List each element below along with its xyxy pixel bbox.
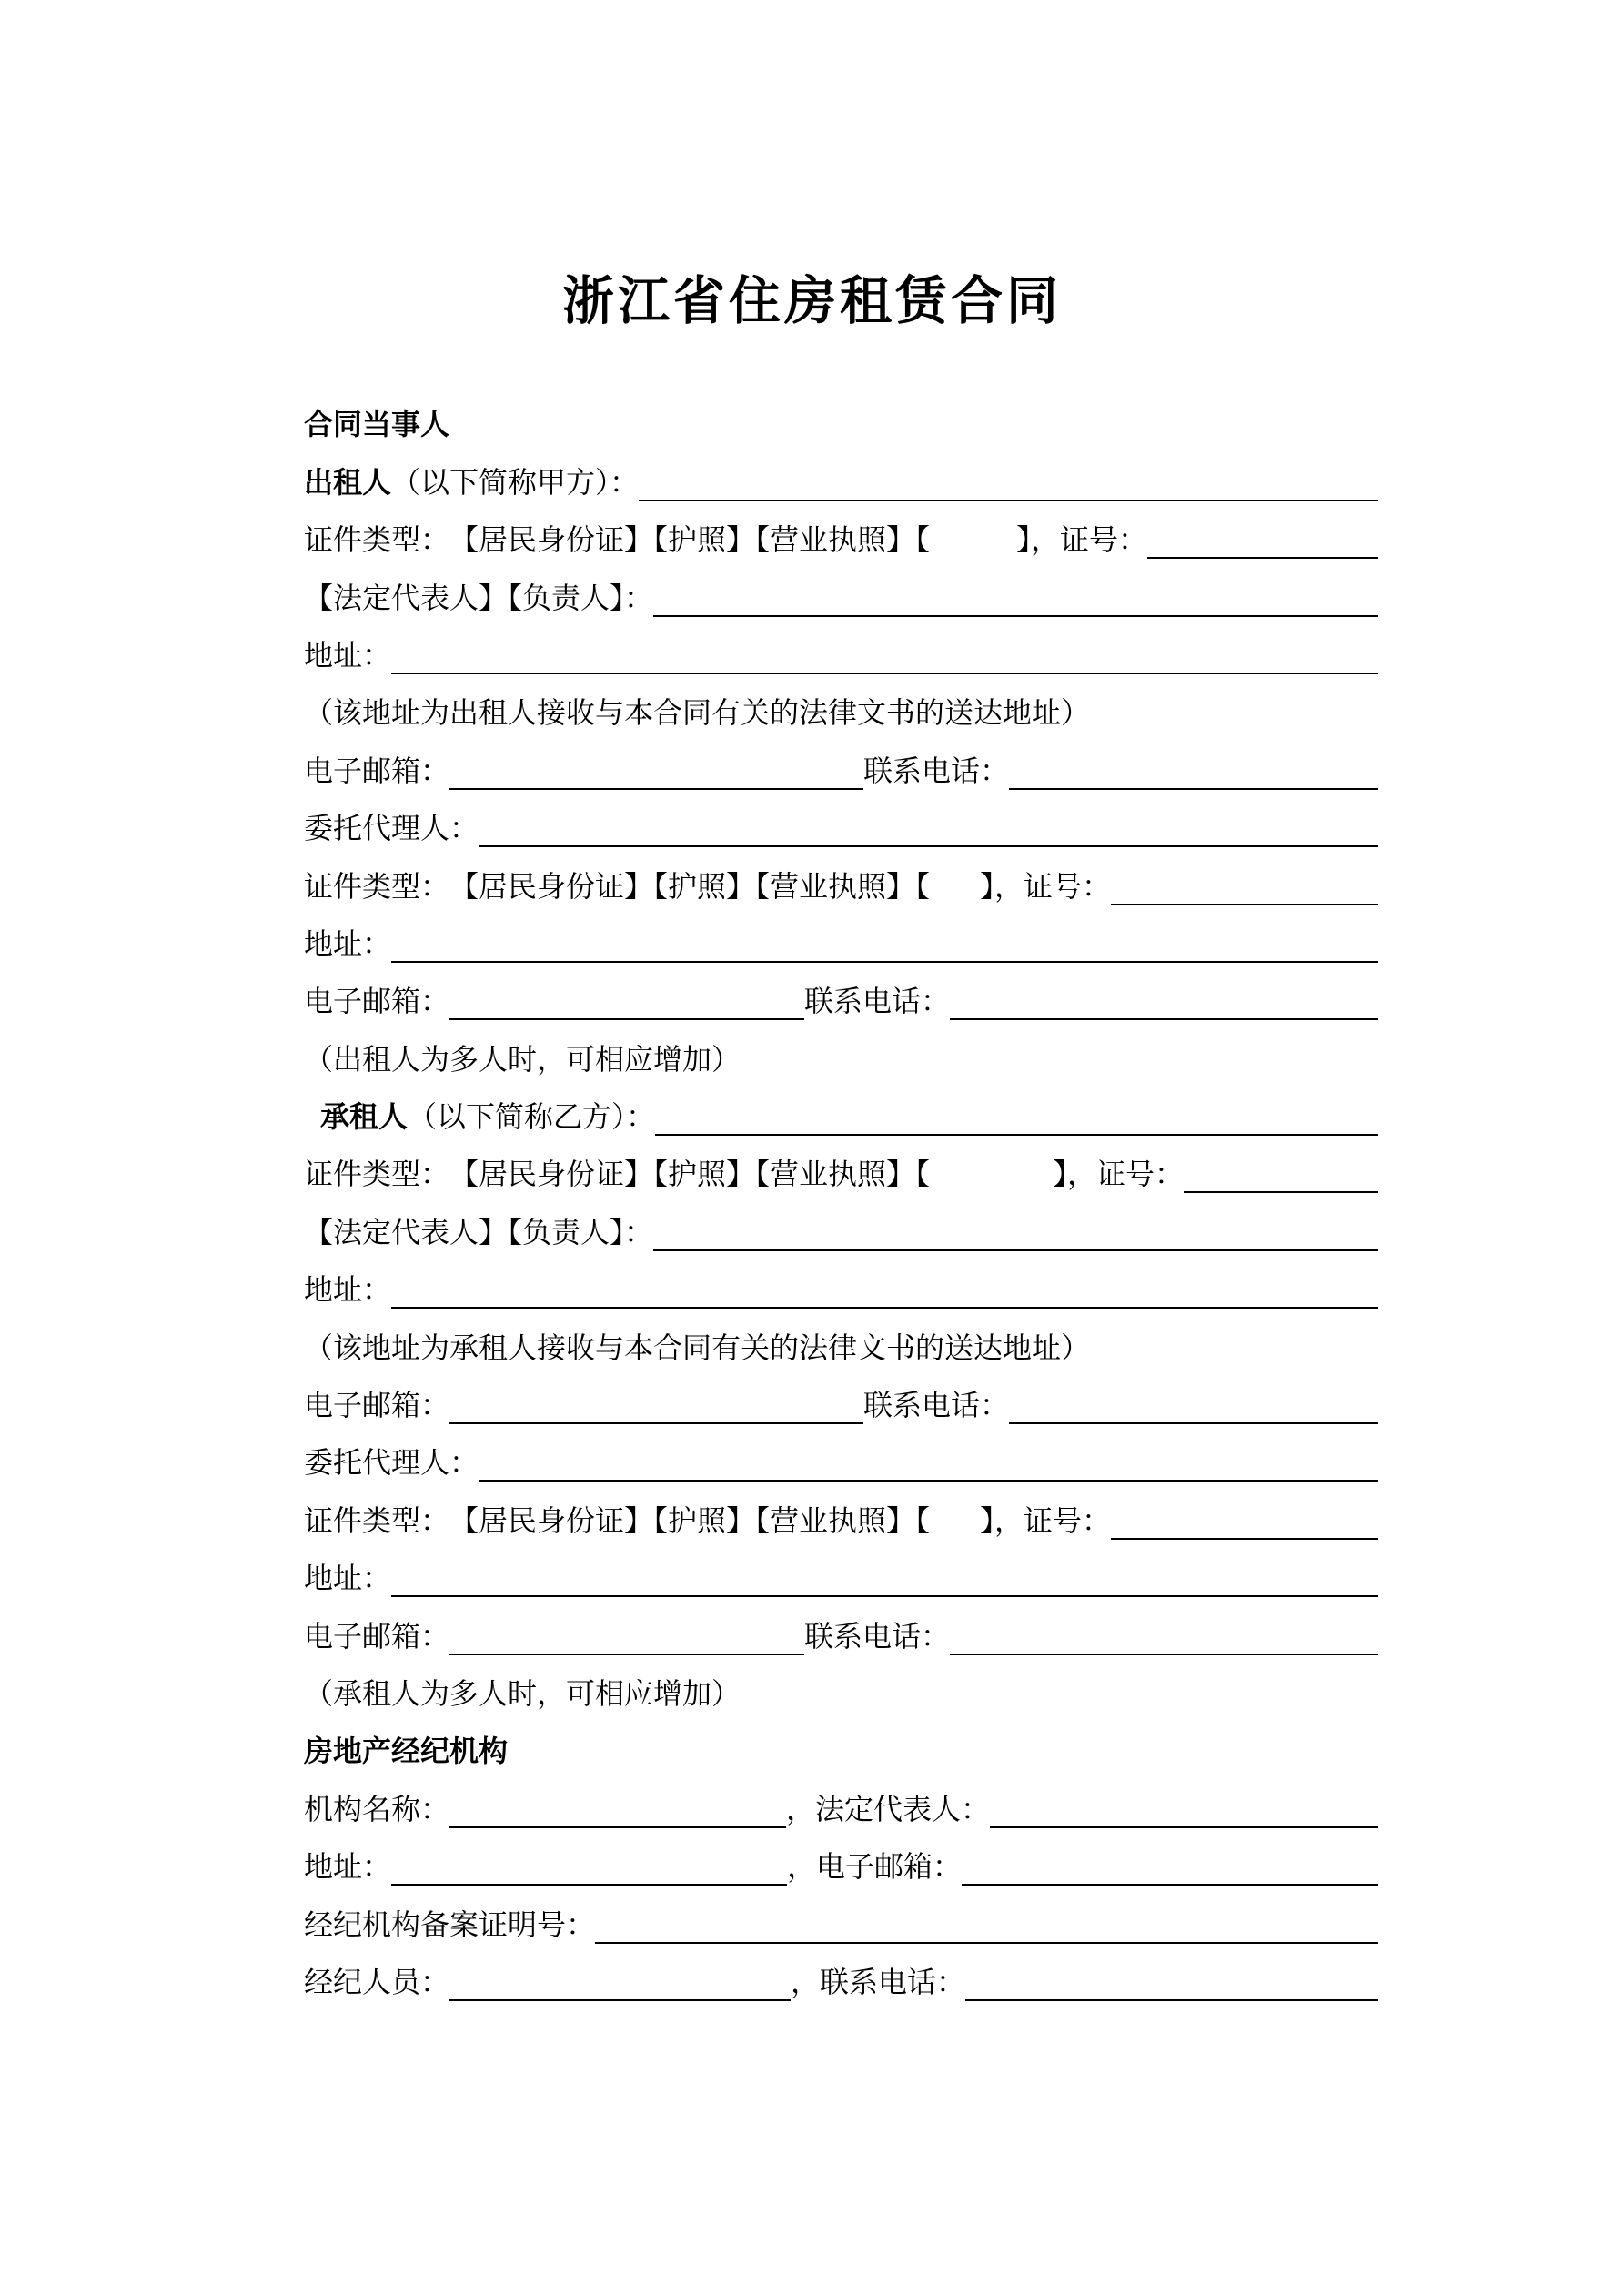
- lessor-agent-name-field[interactable]: [479, 834, 1378, 847]
- lessee-agent-cert-line: [304, 1487, 1378, 1544]
- lessor-cert-number-field[interactable]: [1147, 546, 1378, 559]
- lessor-cert-line: [304, 507, 1378, 564]
- lessee-email-field[interactable]: [449, 1411, 863, 1424]
- lessee-cert-line-label: 证件类型：: [304, 1158, 450, 1191]
- lessee-agent-line-label: 委托代理人：: [304, 1446, 479, 1480]
- lessee-agent-cert-line-label: 【居民身份证】【护照】【营业执照】【: [449, 1503, 931, 1537]
- lessor-name-line-label: （以下简称甲方）：: [391, 465, 640, 499]
- lessee-agent-name-field[interactable]: [479, 1469, 1378, 1482]
- lessor-phone-field[interactable]: [1009, 777, 1378, 790]
- agency-record-line-label: 经纪机构备案证明号：: [304, 1907, 596, 1941]
- lessor-agent-contact-line-label: 电子邮箱：: [304, 985, 450, 1018]
- lessor-contact-line-label: 电子邮箱：: [304, 754, 450, 787]
- lessee-contact-line-label: 电子邮箱：: [304, 1389, 450, 1422]
- lessor-multiple-note: [304, 1026, 1378, 1083]
- lessor-email-field[interactable]: [449, 777, 863, 790]
- lessee-cert-line-label: 】，证号：: [1053, 1158, 1185, 1191]
- lessor-agent-address-line-label: 地址：: [304, 926, 392, 960]
- lessee-legal-rep-line-label: 【法定代表人】【负责人】：: [304, 1215, 654, 1249]
- agency-address-line-label: 地址：: [304, 1850, 392, 1884]
- lessee-contact-line-label: 联系电话：: [863, 1389, 1010, 1422]
- agency-legal-rep-field[interactable]: [990, 1816, 1378, 1828]
- lessee-contact-line: [304, 1372, 1378, 1430]
- lessor-name-line-label: 出租人: [304, 465, 392, 499]
- heading-agency: [304, 1718, 1378, 1775]
- lessee-agent-contact-line-label: 电子邮箱：: [304, 1619, 450, 1653]
- agency-record-line: [304, 1891, 1378, 1948]
- document-title: 浙江省住房租赁合同: [562, 272, 1062, 330]
- lessor-agent-line: [304, 795, 1378, 853]
- lessee-agent-address-line-label: 地址：: [304, 1562, 392, 1595]
- lessor-agent-email-field[interactable]: [449, 1007, 804, 1020]
- agency-name-field[interactable]: [449, 1816, 786, 1828]
- lessor-agent-phone-field[interactable]: [950, 1007, 1378, 1020]
- lessee-address-field[interactable]: [391, 1296, 1378, 1309]
- heading-parties: [304, 391, 1378, 449]
- lessor-agent-cert-line: [304, 853, 1378, 910]
- lessor-agent-cert-number-field[interactable]: [1111, 893, 1378, 905]
- agency-staff-phone-field[interactable]: [965, 1988, 1378, 2001]
- lessor-address-line-label: 地址：: [304, 638, 392, 672]
- lessee-address-note: [304, 1314, 1378, 1371]
- lessee-multiple-note: [304, 1661, 1378, 1718]
- agency-staff-line: [304, 1949, 1378, 2007]
- form-lines: [304, 391, 1378, 2007]
- lessor-legal-rep-line-label: 【法定代表人】【负责人】：: [304, 581, 654, 614]
- lessor-agent-cert-line-label: 】，证号：: [980, 869, 1112, 903]
- agency-name-line-label: 机构名称：: [304, 1792, 450, 1826]
- lessee-name-line-label: 承租人: [320, 1100, 409, 1134]
- lessor-agent-address-line: [304, 911, 1378, 968]
- lessee-multiple-note-label: （承租人为多人时，可相应增加）: [304, 1676, 741, 1710]
- lessor-legal-rep-field[interactable]: [653, 604, 1378, 617]
- lessee-agent-contact-line-label: 联系电话：: [804, 1619, 951, 1653]
- lessee-phone-field[interactable]: [1009, 1411, 1378, 1424]
- lessee-agent-contact-line: [304, 1603, 1378, 1660]
- agency-email-field[interactable]: [962, 1873, 1378, 1886]
- lessee-agent-cert-line-label: 】，证号：: [980, 1503, 1112, 1537]
- lessee-address-note-label: （该地址为承租人接收与本合同有关的法律文书的送达地址）: [304, 1330, 1091, 1364]
- agency-record-number-field[interactable]: [595, 1931, 1378, 1944]
- lessor-cert-line-label: 证件类型：: [304, 523, 450, 557]
- lessor-cert-line-label: 】，证号：: [1016, 523, 1148, 557]
- agency-name-line: [304, 1775, 1378, 1833]
- lessor-address-field[interactable]: [391, 662, 1378, 674]
- lessee-agent-email-field[interactable]: [449, 1643, 804, 1655]
- agency-staff-line-label: 经纪人员：: [304, 1965, 450, 1998]
- agency-staff-line-label: ，联系电话：: [791, 1965, 966, 1998]
- lessee-name-field[interactable]: [655, 1123, 1378, 1136]
- lessee-name-line-label: （以下简称乙方）：: [408, 1100, 656, 1134]
- lessor-name-field[interactable]: [639, 489, 1378, 501]
- lessee-cert-number-field[interactable]: [1184, 1180, 1378, 1193]
- lessor-agent-address-field[interactable]: [391, 950, 1378, 963]
- heading-parties-label: 合同当事人: [304, 408, 450, 441]
- lessee-legal-rep-field[interactable]: [653, 1239, 1378, 1251]
- lessor-cert-line-label: 【居民身份证】【护照】【营业执照】【: [449, 523, 931, 557]
- lessor-contact-line-label: 联系电话：: [863, 754, 1010, 787]
- lessor-agent-contact-line: [304, 968, 1378, 1026]
- lessor-name-line: [304, 449, 1378, 506]
- lessee-cert-line-label: 【居民身份证】【护照】【营业执照】【: [449, 1158, 931, 1191]
- lessee-agent-cert-line-label: 证件类型：: [304, 1503, 450, 1537]
- lessee-agent-line: [304, 1430, 1378, 1487]
- lessor-agent-cert-line-label: 证件类型：: [304, 869, 450, 903]
- agency-address-line: [304, 1834, 1378, 1891]
- lessor-address-note: [304, 680, 1378, 737]
- lessee-name-line: [304, 1084, 1378, 1141]
- lessee-cert-line: [304, 1141, 1378, 1199]
- lessor-legal-rep-line: [304, 564, 1378, 622]
- lessee-address-line: [304, 1257, 1378, 1314]
- agency-staff-name-field[interactable]: [449, 1988, 791, 2001]
- lessee-legal-rep-line: [304, 1199, 1378, 1256]
- lessee-agent-cert-number-field[interactable]: [1111, 1527, 1378, 1540]
- lessor-multiple-note-label: （出租人为多人时，可相应增加）: [304, 1042, 741, 1076]
- heading-agency-label: 房地产经纪机构: [304, 1735, 509, 1768]
- lessee-agent-address-line: [304, 1545, 1378, 1603]
- agency-name-line-label: ，法定代表人：: [786, 1792, 991, 1826]
- lessor-address-note-label: （该地址为出租人接收与本合同有关的法律文书的送达地址）: [304, 696, 1091, 730]
- lessor-agent-cert-line-label: 【居民身份证】【护照】【营业执照】【: [449, 869, 931, 903]
- lessor-agent-line-label: 委托代理人：: [304, 812, 479, 845]
- lessor-contact-line: [304, 737, 1378, 794]
- lessor-address-line: [304, 622, 1378, 680]
- agency-address-line-label: ，电子邮箱：: [787, 1850, 963, 1884]
- agency-address-field[interactable]: [391, 1873, 787, 1886]
- lessee-agent-address-field[interactable]: [391, 1584, 1378, 1597]
- lessee-agent-phone-field[interactable]: [950, 1643, 1378, 1655]
- lessee-address-line-label: 地址：: [304, 1273, 392, 1307]
- lessor-agent-contact-line-label: 联系电话：: [804, 985, 951, 1018]
